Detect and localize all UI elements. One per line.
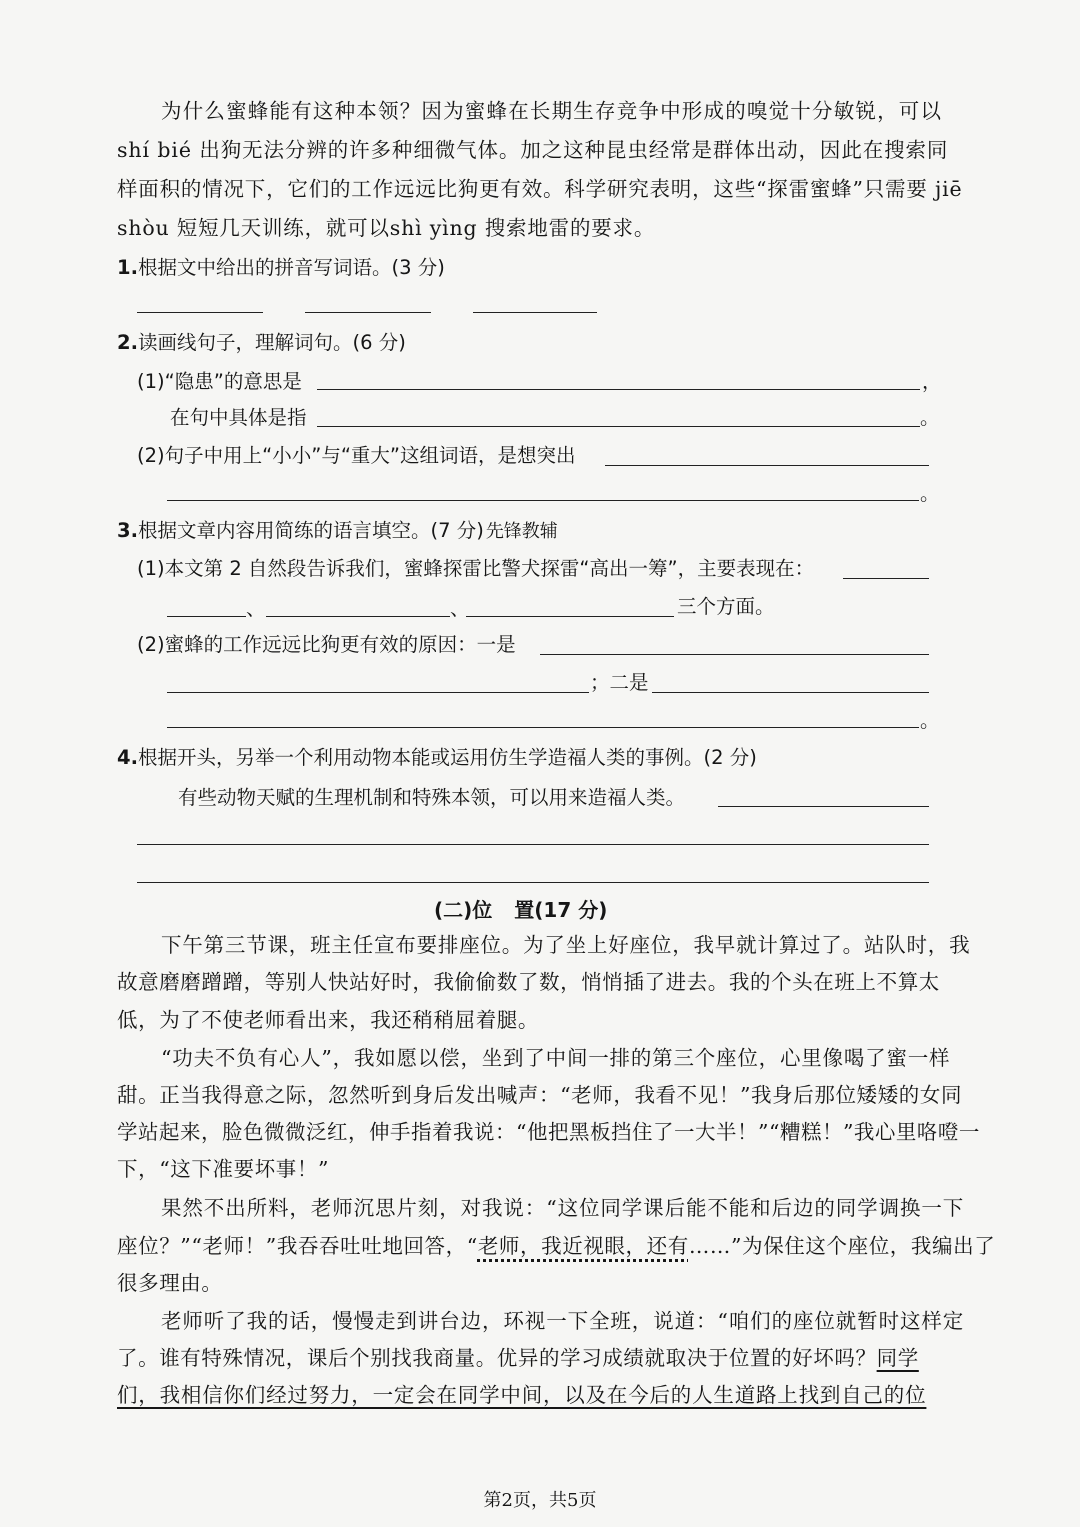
q3-part2-end: 。 [920,709,940,732]
question-number: 1. [117,256,138,279]
answer-blank[interactable] [305,312,431,313]
question-text: 读画线句子，理解词句。(6 分) [137,331,406,354]
passage-line: 下午第三节课，班主任宣布要排座位。为了坐上好座位，我早就计算过了。站队时，我 [161,933,971,957]
question-3 [117,519,558,543]
q3-sep: 、 [450,597,470,620]
section-title [434,898,607,922]
answer-blank[interactable] [266,616,450,617]
answer-blank[interactable] [137,844,929,845]
page-footer: 第2页，共5页 [483,1490,597,1511]
answer-blank[interactable] [466,616,674,617]
passage-line: 故意磨磨蹭蹭，等别人快站好时，我偷偷数了数，悄悄插了进去。我的个头在班上不算太 [117,970,940,994]
q4-lead: 有些动物天赋的生理机制和特殊本领，可以用来造福人类。 [178,786,686,809]
answer-blank[interactable] [167,616,246,617]
q3-sep: 、 [246,597,266,620]
passage-line: 样面积的情况下，它们的工作远远比狗更有效。科学研究表明，这些“探雷蜜蜂”只需要 jiē [117,177,963,201]
q3-part2-label: (2)蜜蜂的工作远远比狗更有效的原因：一是 [137,633,516,656]
passage-text: ……”为保住这个座位，我编出了 [688,1234,996,1258]
answer-blank[interactable] [167,727,919,728]
q2-part1-label: (1)“隐患”的意思是 [137,370,302,393]
passage-line: 为什么蜜蜂能有这种本领？因为蜜蜂在长期生存竞争中形成的嗅觉十分敏锐，可以 [161,99,943,123]
passage-line: shí bié 出狗无法分辨的许多种细微气体。加之这种昆虫经常是群体出动，因此在搜索同 [117,138,949,162]
passage-line: 很多理由。 [117,1271,223,1295]
passage-line [117,1346,919,1371]
answer-blank[interactable] [167,692,589,693]
q2-part2-label: (2)句子中用上“小小”与“重大”这组词语，是想突出 [137,444,576,467]
question-number: 2. [117,331,138,354]
q2-part1-comma: ， [922,370,942,393]
q2-part1b-end: 。 [920,406,940,429]
section-title-part: 置(17 分) [514,898,608,922]
q2-part1b-label: 在句中具体是指 [170,406,307,429]
question-text: 根据文中给出的拼音写词语。(3 分) [137,256,445,279]
answer-blank[interactable] [317,389,920,390]
answer-blank[interactable] [473,312,597,313]
dotted-phrase: 老师，我近视眼，还有 [477,1234,689,1258]
question-1 [117,256,445,279]
question-2 [117,331,406,354]
stamp-text: 先锋教辅 [485,521,558,542]
q3-part1-tail: 三个方面。 [677,595,775,618]
question-text: 根据文章内容用简练的语言填空。(7 分) [137,519,484,542]
passage-text: 座位？”“老师！”我吞吞吐吐地回答，“ [117,1234,478,1258]
passage-line: shòu 短短几天训练，就可以shì yìng 搜索地雷的要求。 [117,216,656,240]
underlined-sentence: 同学 [876,1346,919,1370]
passage-line: “功夫不负有心人”，我如愿以偿，坐到了中间一排的第三个座位，心里像喝了蜜一样 [161,1046,951,1070]
passage-line: 果然不出所料，老师沉思片刻，对我说：“这位同学课后能不能和后边的同学调换一下 [161,1196,965,1220]
answer-blank[interactable] [317,426,920,427]
answer-blank[interactable] [718,806,929,807]
passage-line [117,1234,995,1259]
passage-line: 低，为了不使老师看出来，我还稍稍屈着腿。 [117,1008,539,1032]
question-4 [117,746,757,769]
passage-line: 学站起来，脸色微微泛红，伸手指着我说：“他把黑板挡住了一大半！”“糟糕！”我心里咯噔一 [117,1120,980,1144]
question-number: 4. [117,746,138,769]
answer-blank[interactable] [652,692,929,693]
passage-line: 下，“这下准要坏事！” [117,1157,330,1181]
answer-blank[interactable] [540,654,929,655]
section-title-part: (二)位 [434,898,493,922]
question-text: 根据开头，另举一个利用动物本能或运用仿生学造福人类的事例。(2 分) [137,746,757,769]
answer-blank[interactable] [843,578,929,579]
passage-line: 老师听了我的话，慢慢走到讲台边，环视一下全班，说道：“咱们的座位就暂时这样定 [161,1309,965,1333]
answer-blank[interactable] [137,312,263,313]
answer-blank[interactable] [167,500,919,501]
question-number: 3. [117,519,138,542]
passage-line: 甜。正当我得意之际，忽然听到身后发出喊声：“老师，我看不见！”我身后那位矮矮的女同 [117,1083,963,1107]
answer-blank[interactable] [137,882,929,883]
q2-part2-end: 。 [920,482,940,505]
passage-text: 了。谁有特殊情况，课后个别找我商量。优异的学习成绩就取决于位置的好坏吗？ [117,1346,877,1370]
q3-part1-label: (1)本文第 2 自然段告诉我们，蜜蜂探雷比警犬探雷“高出一筹”，主要表现在： [137,557,815,580]
underlined-sentence: 们，我相信你们经过努力，一定会在同学中间，以及在今后的人生道路上找到自己的位 [117,1383,927,1407]
answer-blank[interactable] [605,465,929,466]
q3-part2-mid: ；二是 [590,671,649,694]
